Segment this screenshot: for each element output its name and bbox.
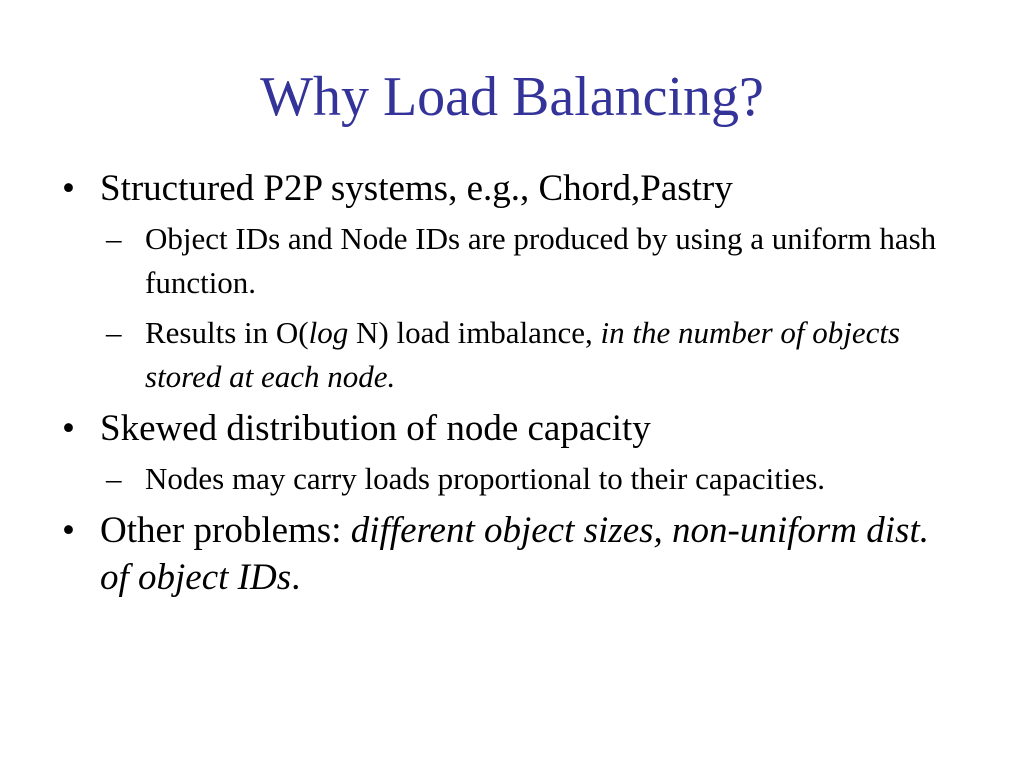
sub-bullet-load-imbalance [106,311,962,399]
bullet-icon: • [62,408,75,449]
dash-icon: – [106,221,122,256]
dash-icon: – [106,315,122,350]
bullet-text-pre: Other problems: [100,510,351,551]
bullet-text-post: . [291,557,301,598]
bullet-icon: • [62,168,75,209]
dash-icon: – [106,461,122,496]
sub-bullet-proportional-loads [106,457,962,501]
sub-bullet-text-mid: N) load imbalance, [348,315,601,350]
slide-content [62,165,962,606]
bullet-text: Skewed distribution of node capacity [100,408,651,449]
bullet-text-italic: different object sizes, non-uniform dist. of object IDs [100,510,929,598]
sub-bullet-hash-ids [106,217,962,305]
sub-bullet-text-italic: in the number of objects stored at each node. [145,315,901,394]
bullet-other-problems [62,507,962,601]
sub-bullet-group [62,457,962,501]
bullet-skewed-distribution [62,405,962,452]
bullet-text: Structured P2P systems, e.g., Chord,Pastry [100,168,733,209]
sub-bullet-text: Nodes may carry loads proportional to their capacities. [145,461,826,496]
sub-bullet-text-pre: Results in O( [145,315,309,350]
sub-bullet-text: Object IDs and Node IDs are produced by using a uniform hash function. [145,221,937,300]
bullet-structured-p2p [62,165,962,212]
sub-bullet-group [62,217,962,399]
bullet-icon: • [62,510,75,551]
slide-title: Why Load Balancing? [260,66,764,128]
sub-bullet-text-log: log [308,315,349,350]
